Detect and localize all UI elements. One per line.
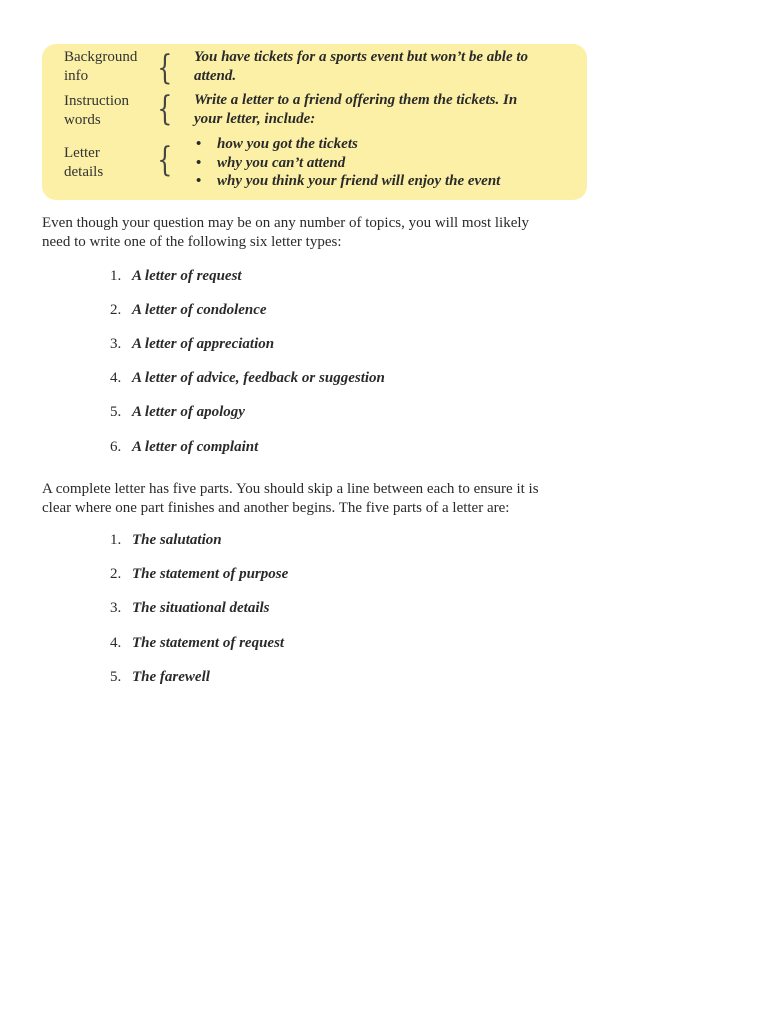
info-text-line: your letter, include: — [194, 111, 316, 127]
list-number: 3. — [110, 600, 122, 616]
info-label-line: Background — [64, 49, 138, 65]
list-label: A letter of condolence — [132, 302, 267, 318]
list-item — [110, 369, 385, 388]
bullet-text: how you got the tickets — [217, 136, 358, 152]
list-item — [110, 668, 210, 687]
list-item — [110, 301, 267, 320]
bullet-item — [194, 154, 574, 173]
list-label: The statement of purpose — [132, 566, 289, 582]
info-label-background — [64, 48, 137, 86]
list-item — [110, 531, 222, 550]
list-number: 2. — [110, 566, 122, 582]
bullet-item — [194, 135, 574, 154]
info-label-line: Instruction — [64, 93, 129, 109]
paragraph-line: Even though your question may be on any number of topics, you will most likely — [42, 215, 530, 231]
info-label-line: Letter — [64, 145, 100, 161]
list-number: 3. — [110, 336, 122, 352]
info-text-line: Write a letter to a friend offering them the tickets. In — [194, 92, 518, 108]
list-label: The salutation — [132, 532, 222, 548]
info-label-line: words — [64, 112, 101, 128]
list-label: A letter of appreciation — [132, 336, 275, 352]
list-number: 5. — [110, 404, 122, 420]
info-label-details — [64, 144, 103, 182]
intro-paragraph — [42, 214, 602, 252]
bullet-icon: • — [196, 173, 202, 189]
list-item — [110, 599, 270, 618]
info-label-line: info — [64, 68, 89, 84]
paragraph-line: need to write one of the following six letter types: — [42, 234, 342, 250]
brace-icon: { — [157, 140, 173, 180]
info-text-line: attend. — [194, 68, 237, 84]
info-text-line: You have tickets for a sports event but won’t be able to — [194, 49, 529, 65]
list-label: A letter of complaint — [132, 439, 259, 455]
paragraph-line: clear where one part finishes and another begins. The five parts of a letter are: — [42, 500, 510, 516]
info-text-instruction — [194, 91, 574, 129]
list-number: 5. — [110, 669, 122, 685]
list-label: A letter of advice, feedback or suggestion — [132, 370, 385, 386]
list-number: 4. — [110, 370, 122, 386]
bullet-icon: • — [196, 154, 202, 171]
paragraph-line: A complete letter has five parts. You should skip a line between each to ensure it is — [42, 481, 539, 497]
brace-icon: { — [157, 48, 173, 88]
list-item — [110, 438, 258, 457]
list-label: The situational details — [132, 600, 270, 616]
list-item — [110, 565, 288, 584]
bullet-icon: • — [196, 136, 202, 152]
bullet-item — [194, 172, 574, 191]
list-label: The statement of request — [132, 635, 285, 651]
list-number: 4. — [110, 635, 122, 651]
list-item — [110, 267, 242, 286]
list-number: 2. — [110, 302, 122, 318]
bullet-text: why you think your friend will enjoy the event — [217, 173, 501, 189]
list-number: 1. — [110, 268, 122, 284]
parts-paragraph — [42, 480, 602, 518]
task-info-box — [42, 44, 587, 200]
list-item — [110, 403, 245, 422]
list-item — [110, 634, 284, 653]
list-label: A letter of apology — [132, 404, 245, 420]
info-text-background — [194, 48, 574, 86]
list-label: The farewell — [132, 669, 210, 685]
list-label: A letter of request — [132, 268, 242, 284]
info-label-instruction — [64, 92, 129, 130]
brace-icon: { — [157, 89, 173, 129]
list-item — [110, 335, 274, 354]
bullet-text: why you can’t attend — [217, 154, 346, 171]
details-bullet-list — [194, 135, 574, 191]
list-number: 1. — [110, 532, 122, 548]
info-label-line: details — [64, 164, 104, 180]
list-number: 6. — [110, 439, 122, 455]
